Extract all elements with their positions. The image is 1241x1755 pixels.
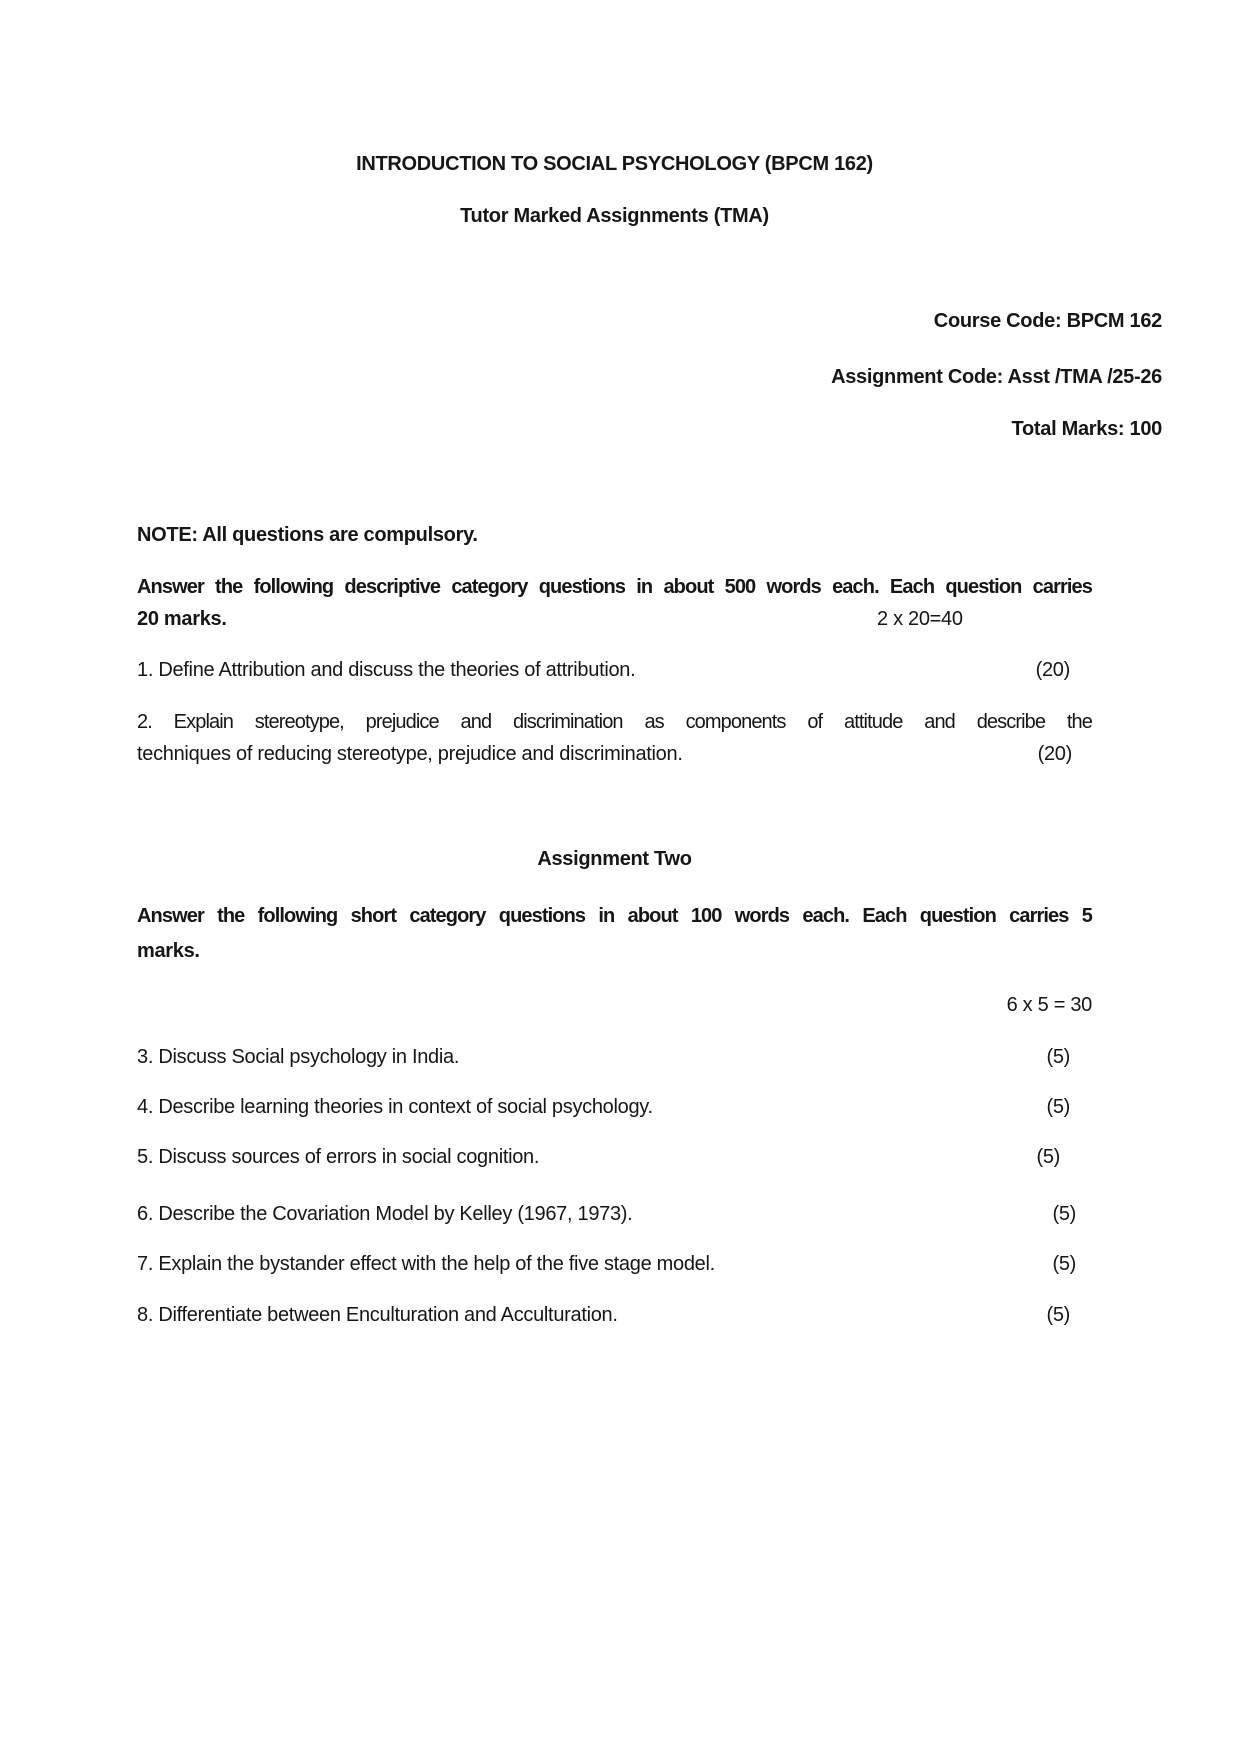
- note-line: NOTE: All questions are compulsory.: [137, 524, 478, 546]
- question-4-row: [137, 1091, 1092, 1123]
- section2-instruction-line1: Answer the following short category questions in about 100 words each. Each question carries 5: [137, 905, 1092, 927]
- section1-instruction-line2-text: 20 marks.: [137, 608, 227, 630]
- question-7-marks: (5): [1052, 1253, 1076, 1275]
- question-1-text: 1. Define Attribution and discuss the theories of attribution.: [137, 659, 636, 681]
- question-1-row: [137, 654, 1092, 686]
- question-5-text: 5. Discuss sources of errors in social cognition.: [137, 1146, 540, 1168]
- question-5-row: [137, 1141, 1092, 1173]
- course-code-line: Course Code: BPCM 162: [933, 310, 1162, 332]
- section2-instruction-line2: marks.: [137, 940, 200, 962]
- question-4-text: 4. Describe learning theories in context of social psychology.: [137, 1096, 653, 1118]
- question-7-row: [137, 1248, 1092, 1280]
- question-7-text: 7. Explain the bystander effect with the help of the five stage model.: [137, 1253, 715, 1275]
- question-2-line2-text: techniques of reducing stereotype, prejudice and discrimination.: [137, 743, 683, 765]
- question-8-marks: (5): [1046, 1304, 1070, 1326]
- question-6-row: [137, 1198, 1092, 1230]
- section1-instruction-line1: Answer the following descriptive category questions in about 500 words each. Each question carries: [137, 576, 1092, 598]
- doc-subtitle: Tutor Marked Assignments (TMA): [460, 205, 769, 227]
- question-8-text: 8. Differentiate between Enculturation and Acculturation.: [137, 1304, 618, 1326]
- question-6-marks: (5): [1052, 1203, 1076, 1225]
- section2-heading: Assignment Two: [537, 848, 692, 870]
- question-4-marks: (5): [1046, 1096, 1070, 1118]
- question-3-marks: (5): [1046, 1046, 1070, 1068]
- question-6-text: 6. Describe the Covariation Model by Kelley (1967, 1973).: [137, 1203, 633, 1225]
- section2-marks-formula: 6 x 5 = 30: [1006, 994, 1092, 1016]
- question-1-marks: (20): [1035, 659, 1070, 681]
- question-3-row: [137, 1041, 1092, 1073]
- question-3-text: 3. Discuss Social psychology in India.: [137, 1046, 460, 1068]
- section1-instruction-line2: [137, 603, 1092, 635]
- question-2-marks: (20): [1037, 743, 1072, 765]
- question-2-line2: [137, 738, 1092, 770]
- total-marks-line: Total Marks: 100: [1011, 418, 1162, 440]
- section1-marks-formula: 2 x 20=40: [877, 608, 963, 630]
- assignment-code-line: Assignment Code: Asst /TMA /25-26: [831, 366, 1162, 388]
- question-5-marks: (5): [1036, 1146, 1060, 1168]
- doc-title: INTRODUCTION TO SOCIAL PSYCHOLOGY (BPCM 162): [356, 153, 873, 175]
- question-2-line1: 2. Explain stereotype, prejudice and discrimination as components of attitude and describe the: [137, 711, 1092, 733]
- question-8-row: [137, 1299, 1092, 1331]
